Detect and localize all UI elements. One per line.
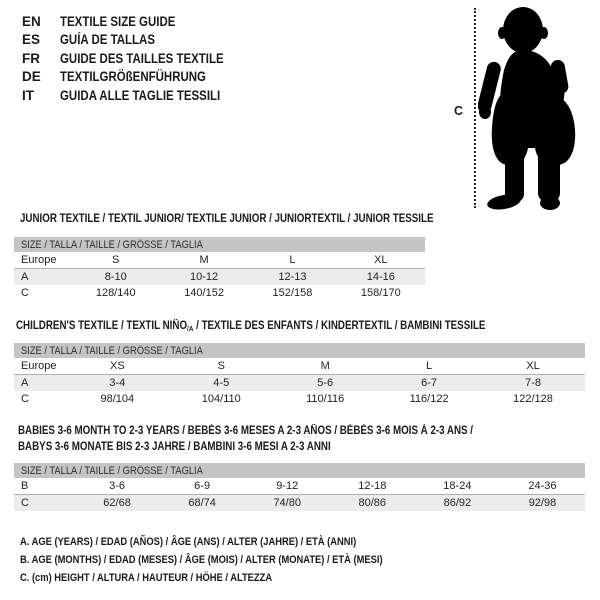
table-cell: S bbox=[169, 358, 273, 375]
table-cell: 3-4 bbox=[109, 377, 126, 389]
children-title-subscript: /A bbox=[187, 324, 194, 333]
children-title-text bbox=[16, 319, 485, 337]
children-title-pre: CHILDREN'S TEXTILE / TEXTIL NIÑO bbox=[16, 320, 188, 332]
size-header bbox=[14, 237, 425, 252]
row-label: C bbox=[21, 287, 29, 299]
footnote-a: A. AGE (YEARS) / EDAD (AÑOS) / ÂGE (ANS) / ALTER (JAHRE) / ETÀ (ANNI) bbox=[20, 536, 357, 548]
table-cell: 5-6 bbox=[317, 377, 334, 389]
row-label: A bbox=[21, 377, 29, 389]
language-row-it bbox=[22, 87, 253, 105]
table-cell: 8-10 bbox=[104, 271, 127, 283]
table-cell: 122/128 bbox=[513, 393, 553, 405]
babies-size-table bbox=[14, 463, 585, 511]
junior-title-text: JUNIOR TEXTILE / TEXTIL JUNIOR/ TEXTILE JUNIOR / JUNIORTEXTIL / JUNIOR TESSILE bbox=[20, 213, 434, 225]
table-cell: 104/110 bbox=[201, 393, 241, 405]
table-cell: 158/170 bbox=[360, 287, 401, 299]
table-cell: M bbox=[160, 252, 248, 269]
language-code: EN bbox=[22, 14, 41, 29]
size-header-row bbox=[14, 237, 425, 252]
size-header-text: SIZE / TALLA / TAILLE / GRÖSSE / TAGLIA bbox=[21, 238, 203, 251]
measurement-footnotes bbox=[20, 533, 447, 588]
table-cell: 116/122 bbox=[409, 393, 449, 405]
baby-silhouette-icon bbox=[478, 4, 596, 212]
table-cell: 152/158 bbox=[272, 287, 313, 299]
table-cell: L bbox=[377, 358, 481, 375]
language-label: GUIDA ALLE TAGLIE TESSILI bbox=[60, 87, 221, 103]
table-cell: 3-6 bbox=[75, 478, 160, 495]
table-cell: M bbox=[273, 358, 377, 375]
size-header-row bbox=[14, 343, 585, 358]
footnote-c: C. (cm) HEIGHT / ALTURA / HAUTEUR / HÖHE / ALTEZZA bbox=[20, 572, 273, 585]
size-header-text: SIZE / TALLA / TAILLE / GRÖSSE / TAGLIA bbox=[21, 344, 203, 357]
table-cell: S bbox=[72, 252, 160, 269]
children-size-table bbox=[14, 343, 585, 407]
babies-title-line2: BABYS 3-6 MONATE BIS 2-3 JAHRE / BAMBINI 3-6 MESI A 2-3 ANNI bbox=[18, 440, 331, 453]
row-label: A bbox=[21, 271, 29, 283]
table-cell: 92/98 bbox=[528, 497, 557, 509]
table-cell: XL bbox=[337, 252, 425, 269]
table-cell: 10-12 bbox=[190, 271, 219, 283]
language-code: FR bbox=[22, 50, 40, 66]
footnote-b: B. AGE (MONTHS) / EDAD (MESES) / ÂGE (MOIS) / ALTER (MONATE) / ETÀ (MESI) bbox=[20, 554, 383, 567]
table-cell: 140/152 bbox=[184, 287, 224, 299]
table-cell: 128/140 bbox=[95, 287, 136, 299]
table-cell: 12-18 bbox=[330, 478, 415, 495]
table-cell: 14-16 bbox=[366, 271, 395, 283]
height-measure-figure bbox=[448, 0, 600, 216]
table-cell: 74/80 bbox=[273, 497, 301, 509]
language-code: DE bbox=[22, 69, 41, 85]
children-section-title bbox=[16, 319, 568, 337]
language-label: TEXTILGRÖßENFÜHRUNG bbox=[60, 69, 206, 85]
babies-title-line1: BABIES 3-6 MONTH TO 2-3 YEARS / BEBÉS 3-6 MESES A 2-3 AÑOS / BÉBÉS 3-6 MOIS À 2-3 ANS / bbox=[18, 425, 474, 437]
row-label: Europe bbox=[14, 358, 65, 375]
table-cell: 80/86 bbox=[358, 497, 387, 509]
table-cell: XL bbox=[481, 358, 585, 375]
size-header-text: SIZE / TALLA / TAILLE / GRÖSSE / TAGLIA bbox=[21, 464, 203, 477]
junior-section-title bbox=[20, 212, 506, 228]
table-cell: 6-9 bbox=[160, 478, 245, 495]
language-label: GUÍA DE TALLAS bbox=[60, 32, 155, 48]
size-header-row bbox=[14, 463, 585, 478]
table-row-age bbox=[14, 269, 425, 286]
language-label: GUIDE DES TAILLES TEXTILE bbox=[60, 50, 224, 66]
language-row-fr bbox=[22, 50, 253, 68]
language-label: TEXTILE SIZE GUIDE bbox=[60, 14, 176, 29]
table-row-height bbox=[14, 285, 425, 301]
table-row-age bbox=[14, 375, 585, 392]
height-dotted-line bbox=[474, 8, 476, 208]
table-row-age-months bbox=[14, 478, 585, 495]
table-cell: 12-13 bbox=[278, 271, 307, 283]
table-row-europe bbox=[14, 252, 425, 269]
language-row-es bbox=[22, 31, 253, 49]
table-cell: 18-24 bbox=[415, 478, 500, 495]
table-cell: 98/104 bbox=[100, 393, 135, 405]
language-code: ES bbox=[22, 32, 41, 48]
table-cell: 9-12 bbox=[245, 478, 330, 495]
table-cell: 86/92 bbox=[443, 497, 472, 509]
table-row-height bbox=[14, 495, 585, 512]
size-header bbox=[14, 463, 585, 478]
row-label: B bbox=[14, 478, 75, 495]
table-cell: 4-5 bbox=[213, 377, 230, 389]
language-code: IT bbox=[22, 87, 34, 103]
table-cell: 6-7 bbox=[421, 377, 438, 389]
row-label: Europe bbox=[14, 252, 72, 269]
height-measure-label: C bbox=[454, 104, 464, 118]
table-cell: 24-36 bbox=[500, 478, 585, 495]
language-row-en bbox=[22, 13, 253, 31]
row-label: C bbox=[21, 497, 29, 509]
table-row-height bbox=[14, 391, 585, 407]
children-title-post: / TEXTILE DES ENFANTS / KINDERTEXTIL / BAMBINI TESSILE bbox=[193, 320, 486, 332]
language-row-de bbox=[22, 68, 253, 86]
table-cell: L bbox=[248, 252, 336, 269]
junior-size-table bbox=[14, 237, 425, 301]
table-row-europe bbox=[14, 358, 585, 375]
table-cell: 7-8 bbox=[525, 377, 541, 389]
babies-section-title bbox=[18, 424, 553, 455]
size-header bbox=[14, 343, 585, 358]
table-cell: 110/116 bbox=[306, 393, 345, 405]
language-list bbox=[22, 13, 253, 105]
table-cell: 68/74 bbox=[188, 497, 216, 509]
row-label: C bbox=[21, 393, 29, 405]
table-cell: XS bbox=[65, 358, 169, 375]
table-cell: 62/68 bbox=[103, 497, 131, 509]
